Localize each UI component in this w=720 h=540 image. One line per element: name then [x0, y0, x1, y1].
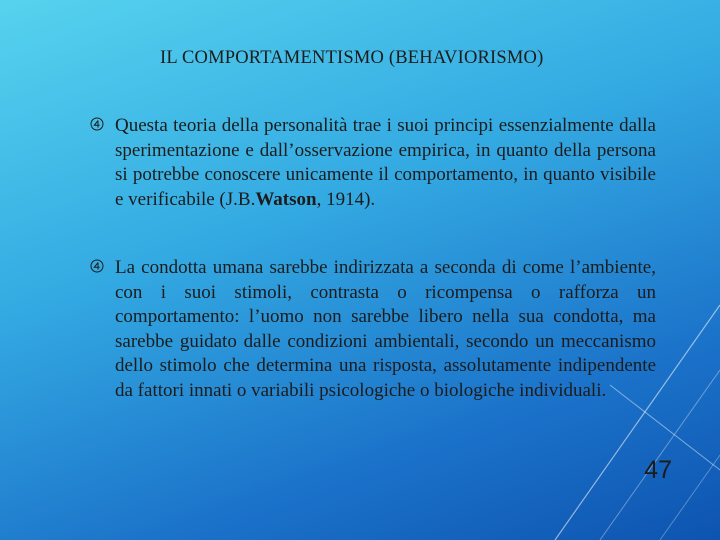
circled-number-four-icon	[90, 117, 104, 131]
bullet-item-1	[90, 114, 656, 212]
slide-title: IL COMPORTAMENTISMO (BEHAVIORISMO)	[160, 48, 544, 68]
bullet-text-1-bold: Watson	[255, 188, 317, 210]
bullet-text-2: La condotta umana sarebbe indirizzata a seconda di come l’ambiente, con i suoi stimoli, contrasta o ricompensa o rafforza un comportamento: l’uomo non sarebbe libero nella sua condotta, ma sarebbe guidato dalle condizioni ambientali, secondo un meccanismo dello stimolo che determina una risposta, assolutamente indipendente da fattori innati o variabili psicologiche o biologiche individuali.	[115, 257, 656, 401]
circled-number-four-icon	[90, 259, 104, 273]
bullet-text-1	[115, 114, 656, 212]
bullet-text-1-end: , 1914).	[316, 188, 376, 210]
page-number: 47	[644, 456, 672, 484]
bullet-item-2	[90, 256, 656, 404]
bullet-text-1-part: Questa teoria della personalità trae i suoi principi essenzialmente dalla sperimentazione e dall’osservazione empirica, in quanto della persona si potrebbe conoscere unicamente il comportamento, in quanto visibile e verificabile (J.B.	[115, 115, 656, 210]
